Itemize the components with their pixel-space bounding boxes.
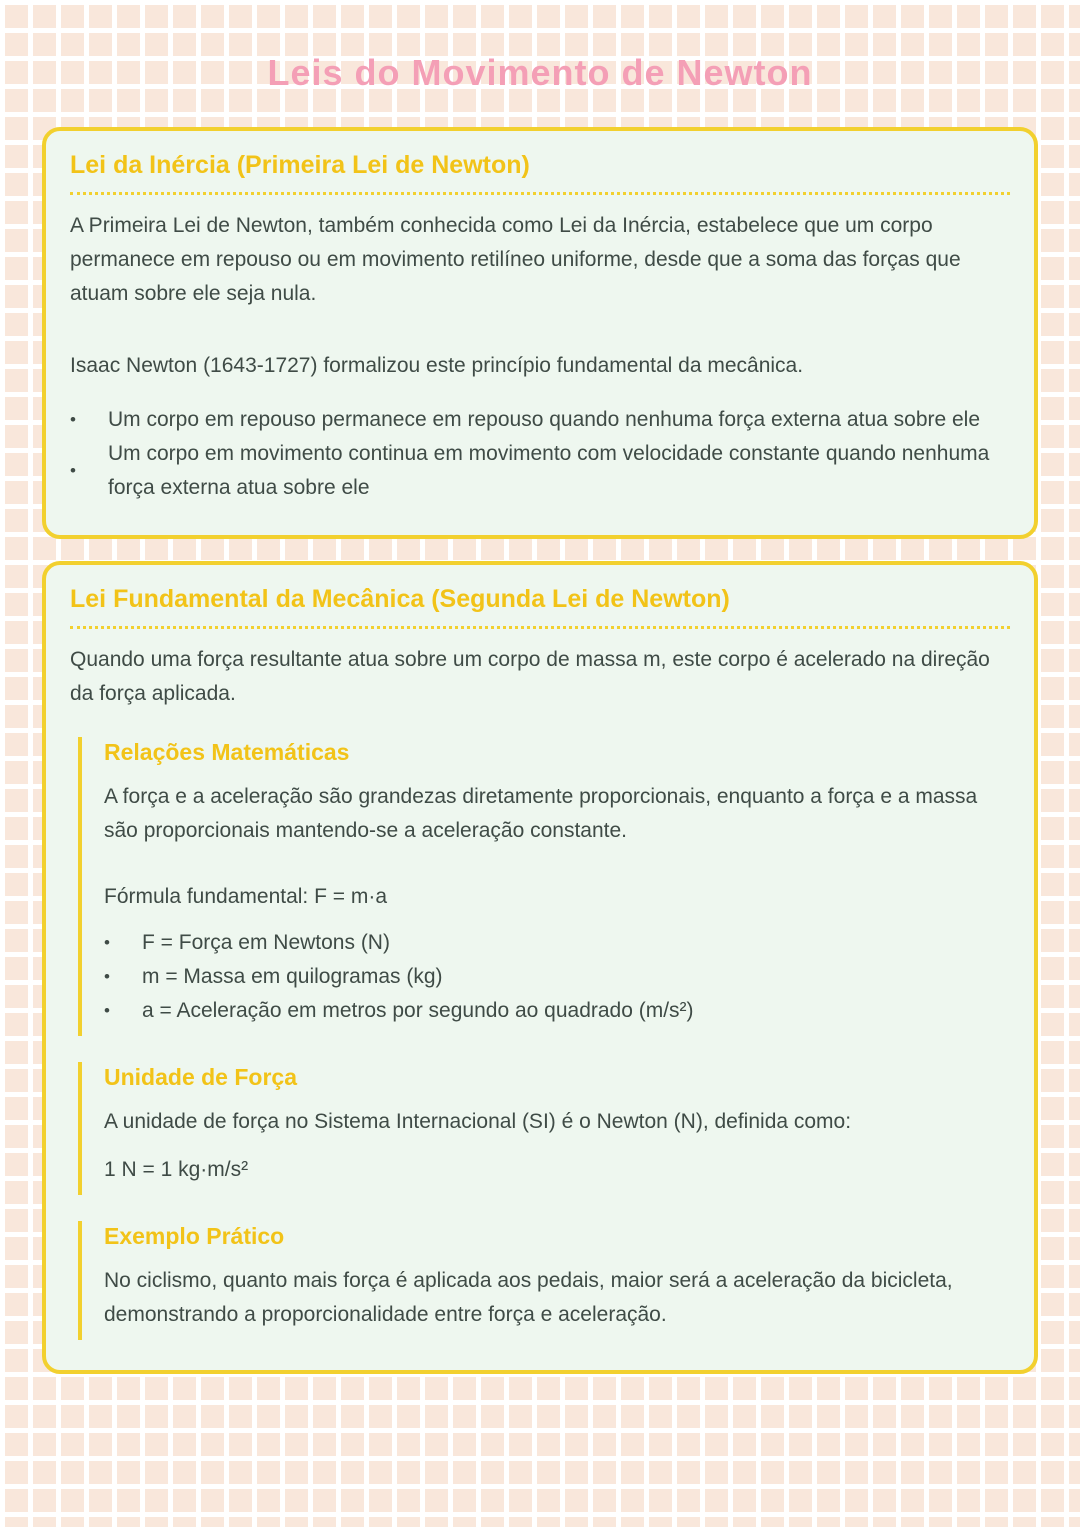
subsection-paragraph: A força e a aceleração são grandezas diretamente proporcionais, enquanto a força e a massa são proporcionais mantendo-se a aceleração constante. (104, 785, 978, 842)
formula-bullet-list (104, 926, 1010, 1028)
bullet-item (104, 926, 1010, 960)
formula-line: Fórmula fundamental: F = m·a (104, 885, 388, 908)
card-second-law-heading: Lei Fundamental da Mecânica (Segunda Lei de Newton) (70, 585, 1010, 629)
subsection-heading: Relações Matemáticas (104, 739, 350, 765)
bullet-text: Um corpo em repouso permanece em repouso quando nenhuma força externa atua sobre ele (108, 408, 981, 431)
card-first-law (42, 127, 1038, 539)
bullet-text: m = Massa em quilogramas (kg) (142, 965, 443, 988)
subsection-unidade-de-forca (78, 1062, 1010, 1195)
bullet-text: a = Aceleração em metros por segundo ao quadrado (m/s²) (142, 999, 694, 1022)
subsection-paragraph: No ciclismo, quanto mais força é aplicada aos pedais, maior será a aceleração da bicicleta, demonstrando a proporcionalidade entre força e aceleração. (104, 1269, 953, 1326)
subsection-heading: Exemplo Prático (104, 1223, 285, 1249)
second-law-intro: Quando uma força resultante atua sobre um corpo de massa m, este corpo é acelerado na direção da força aplicada. (70, 648, 990, 705)
page-title: Leis do Movimento de Newton (267, 52, 813, 93)
bullet-text: Um corpo em movimento continua em movimento com velocidade constante quando nenhuma força externa atua sobre ele (108, 442, 990, 499)
first-law-paragraph-2: Isaac Newton (1643-1727) formalizou este princípio fundamental da mecânica. (70, 354, 804, 377)
first-law-bullet-list (70, 403, 1010, 505)
bullet-marker: • (70, 461, 76, 480)
bullet-item (70, 437, 1010, 505)
bullet-item (104, 994, 1010, 1028)
subsection-paragraph: A unidade de força no Sistema Internacional (SI) é o Newton (N), definida como: (104, 1110, 852, 1133)
subsection-exemplo-pratico (78, 1221, 1010, 1340)
bullet-item (70, 403, 1010, 437)
bullet-marker: • (104, 1001, 110, 1020)
first-law-paragraph-1: A Primeira Lei de Newton, também conhecida como Lei da Inércia, estabelece que um corpo permanece em repouso ou em movimento retilíneo uniforme, desde que a soma das forças que atuam sobre ele seja nula. (70, 214, 961, 305)
bullet-marker: • (104, 933, 110, 952)
subsection-relacoes-matematicas (78, 737, 1010, 1036)
bullet-marker: • (70, 410, 76, 429)
unit-definition-line: 1 N = 1 kg·m/s² (104, 1158, 249, 1181)
bullet-marker: • (104, 967, 110, 986)
card-first-law-heading: Lei da Inércia (Primeira Lei de Newton) (70, 151, 1010, 195)
bullet-text: F = Força em Newtons (N) (142, 931, 390, 954)
card-second-law (42, 561, 1038, 1374)
subsection-heading: Unidade de Força (104, 1064, 297, 1090)
bullet-item (104, 960, 1010, 994)
